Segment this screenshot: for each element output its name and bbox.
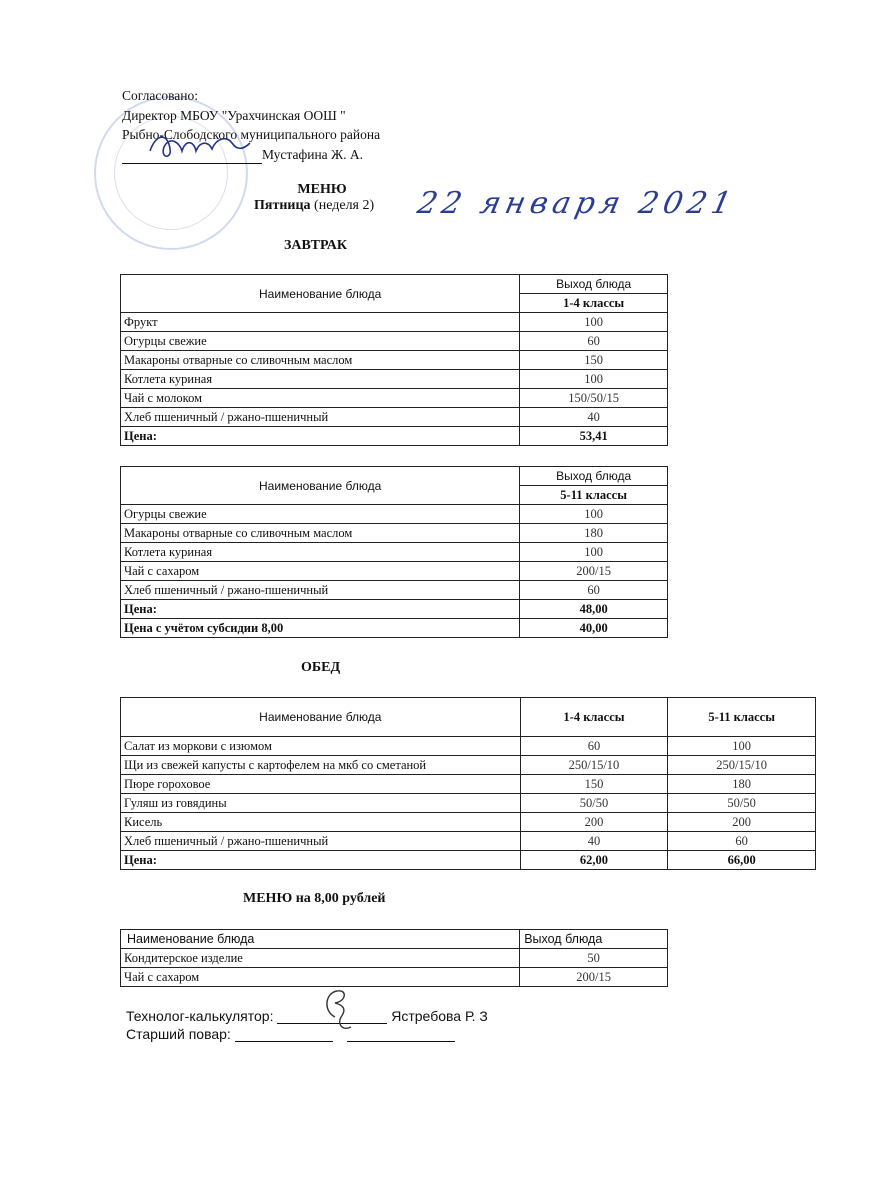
dish-name: Чай с сахаром <box>121 562 520 581</box>
dish-name: Гуляш из говядины <box>121 794 521 813</box>
approval-line-1: Согласовано: <box>122 88 198 103</box>
price-value-5-11: 66,00 <box>668 851 816 870</box>
technologist-signature <box>277 1009 387 1024</box>
weekday-line <box>254 198 374 214</box>
menu-title: МЕНЮ <box>297 182 347 197</box>
director-name: Мустафина Ж. А. <box>262 146 363 162</box>
dish-name: Пюре гороховое <box>121 775 521 794</box>
table-row <box>121 332 668 351</box>
dish-output: 200/15 <box>520 968 668 987</box>
price-label: Цена: <box>121 851 521 870</box>
director-signature-scribble <box>146 129 256 163</box>
menu8-title: МЕНЮ на 8,00 рублей <box>243 891 386 906</box>
table-row <box>121 581 668 600</box>
dish-name: Котлета куриная <box>121 370 520 389</box>
dish-output-1-4: 250/15/10 <box>520 756 668 775</box>
menu8-table <box>120 929 668 987</box>
technologist-name: Ястребова Р. З <box>391 1008 488 1024</box>
table-row <box>121 351 668 370</box>
col-header-output: Выход блюда <box>520 275 668 294</box>
breakfast-table-1-4 <box>120 274 668 446</box>
subsidy-label: Цена с учётом субсидии 8,00 <box>121 619 520 638</box>
dish-name: Хлеб пшеничный / ржано-пшеничный <box>121 832 521 851</box>
dish-output: 150/50/15 <box>520 389 668 408</box>
table-row <box>121 832 816 851</box>
col-header-group: 1-4 классы <box>520 294 668 313</box>
dish-output: 50 <box>520 949 668 968</box>
chef-name-blank <box>347 1027 455 1042</box>
dish-output-5-11: 200 <box>668 813 816 832</box>
dish-name: Чай с сахаром <box>121 968 520 987</box>
dish-output: 100 <box>520 505 668 524</box>
dish-output: 150 <box>520 351 668 370</box>
dish-name: Кисель <box>121 813 521 832</box>
dish-output-1-4: 60 <box>520 737 668 756</box>
price-value-1-4: 62,00 <box>520 851 668 870</box>
table-row <box>121 949 668 968</box>
dish-output: 200/15 <box>520 562 668 581</box>
dish-name: Макароны отварные со сливочным маслом <box>121 351 520 370</box>
dish-output: 60 <box>520 581 668 600</box>
dish-name: Хлеб пшеничный / ржано-пшеничный <box>121 408 520 427</box>
table-row <box>121 524 668 543</box>
col-header-name: Наименование блюда <box>121 698 521 737</box>
dish-name: Огурцы свежие <box>121 505 520 524</box>
table-row <box>121 562 668 581</box>
table-row <box>121 813 816 832</box>
table-row <box>121 968 668 987</box>
dish-name: Огурцы свежие <box>121 332 520 351</box>
price-row <box>121 600 668 619</box>
subsidy-value: 40,00 <box>520 619 668 638</box>
table-row <box>121 505 668 524</box>
dish-output: 60 <box>520 332 668 351</box>
week-number: (неделя 2) <box>314 198 375 213</box>
dish-name: Макароны отварные со сливочным маслом <box>121 524 520 543</box>
col-header-group: 5-11 классы <box>520 486 668 505</box>
dish-output-1-4: 150 <box>520 775 668 794</box>
handwritten-date: 22 января 2021 <box>414 186 740 221</box>
dish-name: Котлета куриная <box>121 543 520 562</box>
chef-label: Старший повар: <box>126 1026 231 1042</box>
dish-output: 100 <box>520 370 668 389</box>
lunch-title: ОБЕД <box>301 660 341 675</box>
approval-line-3: Рыбно-Слободского муниципального района <box>122 127 381 142</box>
dish-output-5-11: 60 <box>668 832 816 851</box>
technologist-line <box>126 1008 488 1024</box>
dish-output: 40 <box>520 408 668 427</box>
dish-output-1-4: 40 <box>520 832 668 851</box>
breakfast-title: ЗАВТРАК <box>284 238 348 253</box>
table-row <box>121 794 816 813</box>
dish-output: 100 <box>520 543 668 562</box>
price-value: 48,00 <box>520 600 668 619</box>
technologist-label: Технолог-калькулятор: <box>126 1008 274 1024</box>
col-header-1-4: 1-4 классы <box>520 698 668 737</box>
dish-output: 180 <box>520 524 668 543</box>
col-header-output: Выход блюда <box>520 930 668 949</box>
lunch-table <box>120 697 816 870</box>
table-row <box>121 389 668 408</box>
dish-name: Салат из моркови с изюмом <box>121 737 521 756</box>
approval-block <box>122 86 380 164</box>
price-row <box>121 427 668 446</box>
chef-line <box>126 1026 455 1042</box>
col-header-name: Наименование блюда <box>121 275 520 313</box>
dish-name: Щи из свежей капусты с картофелем на мкб со сметаной <box>121 756 521 775</box>
table-row <box>121 737 816 756</box>
director-signature <box>122 149 262 164</box>
dish-output-5-11: 180 <box>668 775 816 794</box>
col-header-name: Наименование блюда <box>121 467 520 505</box>
approval-signature-line <box>122 145 380 165</box>
price-label: Цена: <box>121 600 520 619</box>
dish-output-1-4: 50/50 <box>520 794 668 813</box>
dish-output-5-11: 250/15/10 <box>668 756 816 775</box>
col-header-output: Выход блюда <box>520 467 668 486</box>
weekday: Пятница <box>254 198 311 213</box>
approval-line-2: Директор МБОУ "Урахчинская ООШ " <box>122 107 346 123</box>
table-row <box>121 756 816 775</box>
col-header-5-11: 5-11 классы <box>668 698 816 737</box>
chef-signature-blank <box>235 1027 333 1042</box>
price-label: Цена: <box>121 427 520 446</box>
breakfast-table-5-11 <box>120 466 668 638</box>
table-row <box>121 408 668 427</box>
dish-name: Фрукт <box>121 313 520 332</box>
price-value: 53,41 <box>520 427 668 446</box>
dish-output: 100 <box>520 313 668 332</box>
subsidy-price-row <box>121 619 668 638</box>
col-header-name: Наименование блюда <box>121 930 520 949</box>
table-row <box>121 370 668 389</box>
table-row <box>121 775 816 794</box>
price-row <box>121 851 816 870</box>
dish-name: Кондитерское изделие <box>121 949 520 968</box>
table-row <box>121 543 668 562</box>
dish-name: Хлеб пшеничный / ржано-пшеничный <box>121 581 520 600</box>
dish-output-1-4: 200 <box>520 813 668 832</box>
dish-output-5-11: 100 <box>668 737 816 756</box>
dish-output-5-11: 50/50 <box>668 794 816 813</box>
technologist-signature-scribble <box>313 987 373 1027</box>
table-row <box>121 313 668 332</box>
dish-name: Чай с молоком <box>121 389 520 408</box>
